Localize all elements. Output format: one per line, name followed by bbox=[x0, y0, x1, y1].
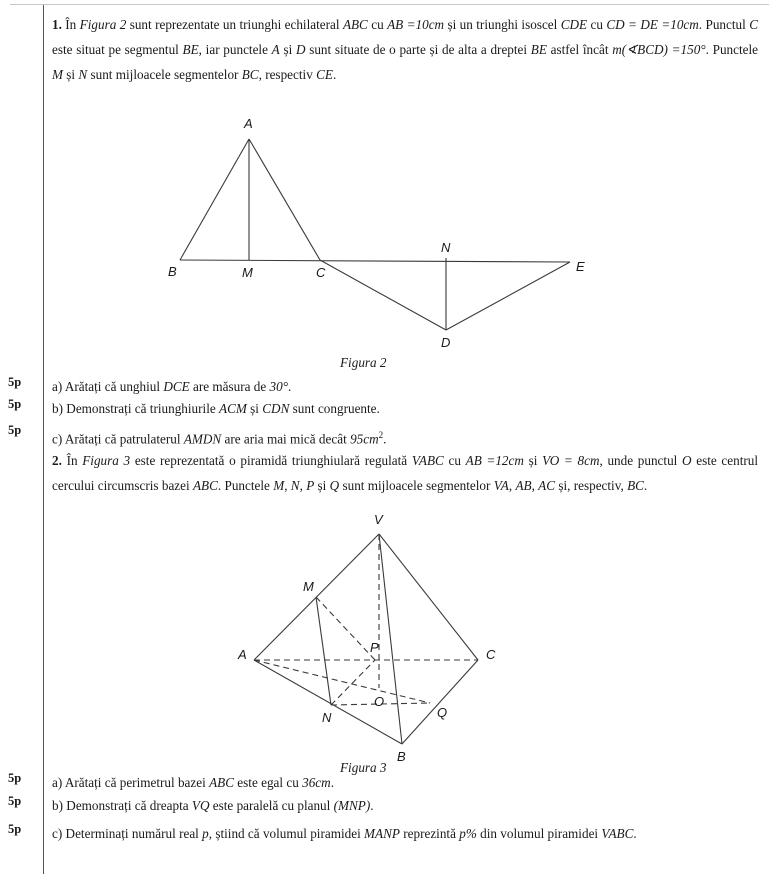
answer-label: c) bbox=[52, 431, 63, 447]
segment-MP bbox=[316, 597, 375, 660]
problem-2-answer-item-1: a) Arătați că perimetrul bazei ABC este egal cu 36cm. bbox=[52, 775, 334, 790]
segment-BE bbox=[180, 260, 570, 262]
problem-1-answer-points-1: 5p bbox=[8, 375, 22, 389]
segment-AC bbox=[249, 139, 320, 260]
vertex-label-V: V bbox=[374, 515, 383, 527]
vertex-label-O: O bbox=[374, 694, 385, 709]
vertex-label-N: N bbox=[441, 240, 451, 255]
segment-BA bbox=[180, 139, 249, 260]
vertex-label-A: A bbox=[244, 116, 253, 131]
vertex-label-N: N bbox=[322, 710, 332, 725]
problem-1-answer-item-2: b) Demonstrați că triunghiurile ACM și CDN sunt congruente. bbox=[52, 401, 380, 416]
problem-2-number: 2. bbox=[52, 453, 62, 468]
problem-1-statement: 1. În Figura 2 sunt reprezentate un triunghi echilateral ABC cu AB =10cm și un triunghi isoscel CDE cu CD = DE =10cm. Punctul C este situat pe segmentul BE, iar punctele A și D sunt situate de o parte și de alta a dreptei BE astfel încât m(∢BCD) =150°. Punctele M și N sunt mijloacele segmentelor BC, respectiv CE. bbox=[52, 17, 759, 82]
problem-1-number: 1. bbox=[52, 17, 62, 32]
problem-2-answer-points-1: 5p bbox=[8, 771, 22, 785]
segment-AQ bbox=[254, 660, 430, 703]
problem-2-answer-item-2: b) Demonstrați că dreapta VQ este paralelă cu planul (MNP). bbox=[52, 798, 374, 813]
problem-1-answer-item-3: c) Arătați că patrulaterul AMDN are aria mai mică decât $95cm^2$. bbox=[52, 430, 387, 447]
vertex-label-A: A bbox=[238, 647, 247, 662]
page-top-rule bbox=[10, 4, 769, 5]
figura-2-diagram bbox=[0, 115, 779, 365]
answer-label: c) bbox=[52, 826, 63, 841]
answer-label: a) bbox=[52, 775, 63, 790]
vertex-label-B: B bbox=[168, 264, 177, 279]
figura-3-caption: Figura 3 bbox=[340, 760, 387, 775]
segment-VC bbox=[379, 534, 478, 660]
segment-CD bbox=[320, 260, 446, 330]
segment-BC bbox=[402, 660, 478, 744]
vertex-label-M: M bbox=[303, 579, 314, 594]
problem-2-answer-points-2: 5p bbox=[8, 794, 22, 808]
vertex-label-C: C bbox=[316, 265, 326, 280]
problem-2-answer-item-3: c) Determinați numărul real p, știind că volumul piramidei MANP reprezintă p% din volumul piramidei VABC. bbox=[52, 826, 637, 841]
answer-label: b) bbox=[52, 401, 63, 416]
figura-3-diagram bbox=[0, 515, 779, 775]
vertex-label-D: D bbox=[441, 335, 451, 350]
segment-DE bbox=[446, 262, 570, 330]
problem-1-answer-points-2: 5p bbox=[8, 397, 22, 411]
segment-MN bbox=[316, 597, 331, 705]
segment-VB bbox=[379, 534, 402, 744]
answer-label: b) bbox=[52, 798, 63, 813]
problem-2-statement: 2. În Figura 3 este reprezentată o piramidă triunghiulară regulată VABC cu AB =12cm și VO = 8cm, unde punctul O este centrul cercului circumscris bazei ABC. Punctele M, N, P și Q sunt mijloacele segmentelor VA, AB, AC și, respectiv, BC. bbox=[52, 453, 759, 493]
vertex-label-P: P bbox=[370, 640, 379, 655]
vertex-label-C: C bbox=[486, 647, 496, 662]
vertex-label-Q: Q bbox=[437, 705, 448, 720]
vertex-label-E: E bbox=[576, 259, 585, 274]
vertex-label-M: M bbox=[242, 265, 253, 280]
vertex-label-B: B bbox=[397, 749, 406, 764]
problem-2-answer-points-3: 5p bbox=[8, 822, 22, 836]
answer-label: a) bbox=[52, 379, 63, 394]
problem-1-answer-points-3: 5p bbox=[8, 423, 22, 437]
figura-2-caption: Figura 2 bbox=[340, 355, 387, 370]
segment-NP bbox=[331, 660, 375, 705]
problem-1-answer-item-1: a) Arătați că unghiul DCE are măsura de 30°. bbox=[52, 379, 292, 394]
